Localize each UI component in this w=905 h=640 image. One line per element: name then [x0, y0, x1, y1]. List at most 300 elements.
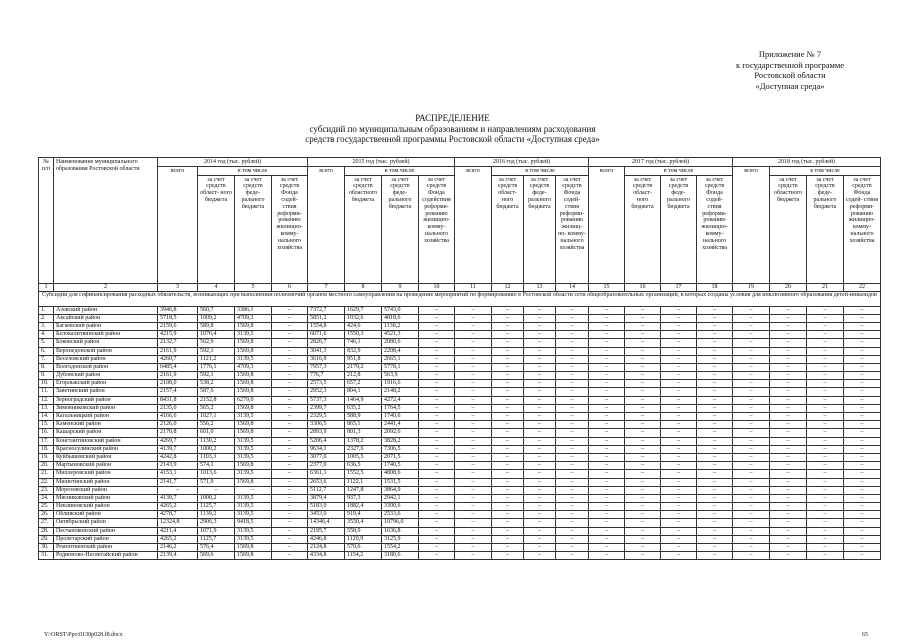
header-year-2014: 2014 год (тыс. рублей) [158, 158, 308, 167]
value-cell: 1569,8 [235, 462, 272, 470]
municipality-name: Заветинский район [54, 388, 158, 396]
value-cell: 3139,5 [235, 494, 272, 502]
column-number-row [39, 283, 881, 291]
dash-cell: – [697, 396, 733, 404]
value-cell: 4265,2 [158, 503, 198, 511]
dash-cell: – [625, 470, 661, 478]
dash-cell: – [770, 527, 807, 535]
value-cell: 4166,6 [158, 413, 198, 421]
dash-cell: – [492, 519, 524, 527]
dash-cell: – [697, 421, 733, 429]
value-cell: 1569,8 [235, 421, 272, 429]
table-row [39, 314, 881, 322]
value-cell: – [272, 339, 308, 347]
dash-cell: – [492, 437, 524, 445]
table-row [39, 372, 881, 380]
municipality-name: Волгодонской район [54, 363, 158, 371]
dash-cell: – [697, 527, 733, 535]
value-cell: 560,7 [198, 306, 235, 314]
value-cell: 1569,8 [235, 339, 272, 347]
municipality-name: Каменский район [54, 421, 158, 429]
value-cell: 3139,5 [235, 445, 272, 453]
value-cell: 3041,3 [308, 347, 345, 355]
value-cell: 6485,4 [158, 363, 198, 371]
dash-cell: – [524, 429, 556, 437]
column-number: 12 [492, 283, 524, 291]
value-cell: 3864,9 [382, 486, 419, 494]
row-number: 16. [39, 429, 54, 437]
dash-cell: – [807, 503, 844, 511]
value-cell: 592,1 [198, 347, 235, 355]
dash-cell: – [697, 306, 733, 314]
dash-cell: – [556, 322, 589, 330]
value-cell: 424,6 [345, 322, 382, 330]
dash-cell: – [697, 511, 733, 519]
header-sub-regional: за счет средств област- ного бюджета [198, 175, 235, 283]
dash-cell: – [556, 347, 589, 355]
dash-cell: – [455, 552, 492, 560]
value-cell: – [272, 544, 308, 552]
dash-cell: – [492, 413, 524, 421]
dash-cell: – [589, 380, 625, 388]
value-cell: – [272, 347, 308, 355]
value-cell: 5778,1 [382, 363, 419, 371]
header-total: всего [158, 166, 198, 283]
dash-cell: – [697, 486, 733, 494]
header-sub-fund: за счет средств Фонда содей- ствия реформи- рованию жилищно- комму- нального хозяйства [697, 175, 733, 283]
dash-cell: – [807, 470, 844, 478]
value-cell: 2159,6 [158, 322, 198, 330]
dash-cell: – [455, 421, 492, 429]
dash-cell: – [556, 486, 589, 494]
dash-cell: – [524, 511, 556, 519]
dash-cell: – [697, 314, 733, 322]
dash-cell: – [625, 535, 661, 543]
value-cell: 951,8 [345, 355, 382, 363]
value-cell: 2152,8 [198, 396, 235, 404]
dash-cell: – [733, 429, 770, 437]
footer-page-number: 65 [862, 632, 868, 638]
value-cell: 2942,1 [382, 494, 419, 502]
dash-cell: – [807, 331, 844, 339]
value-cell: 2124,8 [308, 544, 345, 552]
value-cell: 2665,1 [382, 355, 419, 363]
dash-cell: – [589, 503, 625, 511]
dash-cell: – [419, 478, 455, 486]
municipality-name: Октябрьский район [54, 519, 158, 527]
dash-cell: – [492, 470, 524, 478]
value-cell: 2441,4 [382, 421, 419, 429]
row-number: 6. [39, 347, 54, 355]
dash-cell: – [625, 429, 661, 437]
dash-cell: – [661, 552, 697, 560]
dash-cell: – [524, 519, 556, 527]
dash-cell: – [697, 404, 733, 412]
dash-cell: – [589, 519, 625, 527]
dash-cell: – [524, 470, 556, 478]
value-cell: 4215,9 [158, 331, 198, 339]
dash-cell: – [697, 445, 733, 453]
value-cell: 589,8 [198, 322, 235, 330]
dash-cell: – [661, 380, 697, 388]
dash-cell: – [556, 494, 589, 502]
column-number: 8 [345, 283, 382, 291]
value-cell: 1125,7 [198, 535, 235, 543]
dash-cell: – [733, 372, 770, 380]
dash-cell: – [733, 380, 770, 388]
dash-cell: – [697, 363, 733, 371]
table-row [39, 486, 881, 494]
column-number: 13 [524, 283, 556, 291]
dash-cell: – [807, 347, 844, 355]
dash-cell: – [625, 306, 661, 314]
value-cell: 1882,4 [345, 503, 382, 511]
dash-cell: – [492, 552, 524, 560]
column-number: 7 [308, 283, 345, 291]
value-cell: 9418,5 [235, 519, 272, 527]
value-cell: 4242,8 [158, 453, 198, 461]
dash-cell: – [492, 363, 524, 371]
dash-cell: – [733, 511, 770, 519]
dash-cell: – [807, 322, 844, 330]
dash-cell: – [556, 552, 589, 560]
dash-cell: – [697, 494, 733, 502]
appendix-line-2: к государственной программе [735, 59, 845, 70]
dash-cell: – [844, 355, 881, 363]
value-cell: 588,9 [345, 413, 382, 421]
value-cell: – [272, 511, 308, 519]
value-cell: 2135,0 [158, 404, 198, 412]
value-cell: 4139,7 [158, 494, 198, 502]
value-cell: 3453,0 [308, 511, 345, 519]
dash-cell: – [524, 462, 556, 470]
header-sub-federal: за счет средств феде- рального бюджета [524, 175, 556, 283]
header-sub-regional: за счет средств облаcт- ного бюджета [625, 175, 661, 283]
dash-cell: – [770, 306, 807, 314]
dash-cell: – [661, 363, 697, 371]
dash-cell: – [556, 544, 589, 552]
dash-cell: – [697, 339, 733, 347]
dash-cell: – [419, 503, 455, 511]
dash-cell: – [556, 339, 589, 347]
dash-cell: – [697, 453, 733, 461]
dash-cell: – [419, 331, 455, 339]
dash-cell: – [556, 470, 589, 478]
dash-cell: – [733, 470, 770, 478]
dash-cell: – [492, 453, 524, 461]
dash-cell: – [492, 478, 524, 486]
dash-cell: – [697, 380, 733, 388]
dash-cell: – [625, 314, 661, 322]
dash-cell: – [455, 478, 492, 486]
value-cell: – [272, 331, 308, 339]
value-cell: 1130,2 [198, 437, 235, 445]
value-cell: 3125,9 [382, 535, 419, 543]
dash-cell: – [492, 535, 524, 543]
row-number: 31. [39, 552, 54, 560]
value-cell: 212,8 [345, 372, 382, 380]
dash-cell: – [455, 511, 492, 519]
dash-cell: – [524, 355, 556, 363]
dash-cell: – [589, 453, 625, 461]
value-cell: 3139,5 [235, 535, 272, 543]
value-cell: 937,3 [345, 494, 382, 502]
row-number: 8. [39, 363, 54, 371]
table-row [39, 478, 881, 486]
value-cell: 592,1 [198, 372, 235, 380]
row-number: 29. [39, 535, 54, 543]
appendix-line-1: Приложение № 7 [758, 49, 822, 59]
dash-cell: – [589, 494, 625, 502]
municipality-name: Морозовский район [54, 486, 158, 494]
header-sub-federal: за счет средств феде- рального бюджета [235, 175, 272, 283]
value-cell: 601,0 [198, 429, 235, 437]
dash-cell: – [733, 331, 770, 339]
municipality-name: Верхнедонской район [54, 347, 158, 355]
dash-cell: – [524, 503, 556, 511]
value-cell: 6361,1 [308, 470, 345, 478]
dash-cell: – [455, 437, 492, 445]
dash-cell: – [589, 372, 625, 380]
dash-cell: – [556, 421, 589, 429]
dash-cell: – [661, 544, 697, 552]
value-cell: 1378,2 [345, 437, 382, 445]
value-cell: – [272, 462, 308, 470]
value-cell: – [272, 453, 308, 461]
value-cell: 1554,2 [382, 544, 419, 552]
dash-cell: – [625, 347, 661, 355]
header-year-2016: 2016 год (тыс. рублей) [455, 158, 589, 167]
dash-cell: – [419, 347, 455, 355]
dash-cell: – [661, 478, 697, 486]
value-cell: 1569,8 [235, 478, 272, 486]
value-cell: 4153,1 [158, 470, 198, 478]
value-cell: – [272, 519, 308, 527]
dash-cell: – [455, 355, 492, 363]
dash-cell: – [770, 478, 807, 486]
dash-cell: – [770, 331, 807, 339]
column-number: 21 [807, 283, 844, 291]
value-cell: 1139,2 [198, 511, 235, 519]
dash-cell: – [807, 453, 844, 461]
dash-cell: – [419, 306, 455, 314]
dash-cell: – [455, 404, 492, 412]
value-cell: 2157,4 [158, 388, 198, 396]
dash-cell: – [524, 380, 556, 388]
dash-cell: – [419, 552, 455, 560]
value-cell: 2329,5 [308, 413, 345, 421]
dash-cell: – [492, 486, 524, 494]
dash-cell: – [844, 322, 881, 330]
value-cell: – [198, 486, 235, 494]
dash-cell: – [661, 445, 697, 453]
value-cell: 574,1 [198, 462, 235, 470]
dash-cell: – [844, 437, 881, 445]
dash-cell: – [524, 421, 556, 429]
municipality-name: Кагальницкий район [54, 413, 158, 421]
dash-cell: – [492, 511, 524, 519]
dash-cell: – [492, 462, 524, 470]
header-total: всего [308, 166, 345, 283]
value-cell: 2208,4 [382, 347, 419, 355]
dash-cell: – [419, 470, 455, 478]
dash-cell: – [844, 421, 881, 429]
dash-cell: – [524, 372, 556, 380]
value-cell: 2126,0 [158, 421, 198, 429]
dash-cell: – [556, 404, 589, 412]
dash-cell: – [492, 527, 524, 535]
municipality-name: Родионово-Несветайский район [54, 552, 158, 560]
value-cell: 7957,3 [308, 363, 345, 371]
municipality-name: Егорлыкский район [54, 380, 158, 388]
dash-cell: – [524, 486, 556, 494]
dash-cell: – [419, 437, 455, 445]
column-number: 10 [419, 283, 455, 291]
dash-cell: – [455, 445, 492, 453]
table-row [39, 552, 881, 560]
value-cell: 2826,7 [308, 339, 345, 347]
value-cell: 4139,7 [158, 445, 198, 453]
dash-cell: – [625, 511, 661, 519]
dash-cell: – [807, 544, 844, 552]
dash-cell: – [770, 322, 807, 330]
dash-cell: – [625, 453, 661, 461]
column-number: 15 [589, 283, 625, 291]
dash-cell: – [492, 372, 524, 380]
dash-cell: – [770, 437, 807, 445]
value-cell: 1120,9 [345, 535, 382, 543]
dash-cell: – [524, 527, 556, 535]
dash-cell: – [770, 314, 807, 322]
dash-cell: – [419, 494, 455, 502]
dash-cell: – [625, 437, 661, 445]
header-sub-regional: за счет средств областного бюджета [770, 175, 807, 283]
appendix-line-3: Ростовской области [754, 70, 826, 80]
dash-cell: – [770, 339, 807, 347]
dash-cell: – [492, 339, 524, 347]
value-cell: – [272, 380, 308, 388]
dash-cell: – [844, 462, 881, 470]
dash-cell: – [697, 462, 733, 470]
dash-cell: – [524, 544, 556, 552]
dash-cell: – [844, 339, 881, 347]
value-cell: 1000,2 [198, 494, 235, 502]
column-number: 3 [158, 283, 198, 291]
municipality-name: Веселовский район [54, 355, 158, 363]
dash-cell: – [524, 314, 556, 322]
dash-cell: – [625, 404, 661, 412]
dash-cell: – [661, 331, 697, 339]
dash-cell: – [807, 372, 844, 380]
value-cell: 1569,8 [235, 404, 272, 412]
value-cell: 4709,3 [235, 314, 272, 322]
dash-cell: – [697, 470, 733, 478]
row-number: 23. [39, 486, 54, 494]
dash-cell: – [661, 535, 697, 543]
dash-cell: – [844, 544, 881, 552]
value-cell: 2952,3 [308, 388, 345, 396]
header-num: № п/п [39, 158, 54, 284]
dash-cell: – [697, 347, 733, 355]
column-number: 2 [54, 283, 158, 291]
table-row [39, 429, 881, 437]
dash-cell: – [807, 527, 844, 535]
value-cell: – [272, 429, 308, 437]
dash-cell: – [419, 380, 455, 388]
dash-cell: – [556, 306, 589, 314]
dash-cell: – [733, 306, 770, 314]
table-row [39, 331, 881, 339]
value-cell: 2139,4 [158, 552, 198, 560]
dash-cell: – [556, 372, 589, 380]
value-cell: 7306,5 [382, 445, 419, 453]
dash-cell: – [807, 363, 844, 371]
dash-cell: – [697, 535, 733, 543]
dash-cell: – [697, 429, 733, 437]
dash-cell: – [419, 486, 455, 494]
table-row [39, 380, 881, 388]
value-cell: 6071,6 [308, 331, 345, 339]
dash-cell: – [419, 322, 455, 330]
row-number: 5. [39, 339, 54, 347]
value-cell: 1076,4 [198, 331, 235, 339]
dash-cell: – [697, 372, 733, 380]
dash-cell: – [770, 544, 807, 552]
value-cell: 865,1 [345, 421, 382, 429]
title-line-2: субсидий по муниципальным образованиям и направлениям расходования [309, 123, 596, 134]
value-cell: 746,1 [345, 339, 382, 347]
dash-cell: – [661, 322, 697, 330]
row-number: 14. [39, 413, 54, 421]
dash-cell: – [589, 322, 625, 330]
value-cell: 4269,7 [158, 437, 198, 445]
dash-cell: – [556, 396, 589, 404]
value-cell: 2377,0 [308, 462, 345, 470]
header-total: всего [733, 166, 770, 283]
dash-cell: – [844, 380, 881, 388]
value-cell: 576,4 [198, 544, 235, 552]
dash-cell: – [770, 396, 807, 404]
dash-cell: – [770, 363, 807, 371]
dash-cell: – [556, 445, 589, 453]
value-cell: 3139,5 [235, 413, 272, 421]
table-row [39, 511, 881, 519]
header-year-2015: 2015 год (тыс. рублей) [308, 158, 455, 167]
dash-cell: – [844, 413, 881, 421]
header-sub-fund: за счет средств Фонда содей- ствия реформи- рованию жилищно- комму- нального хозяйства [844, 175, 881, 283]
dash-cell: – [807, 511, 844, 519]
dash-cell: – [589, 339, 625, 347]
dash-cell: – [625, 421, 661, 429]
header-sub-fund: за счет средств Фонда содействия реформи- рованию жилищно- комму- нального хозяйства [419, 175, 455, 283]
header-incl: в том числе [198, 166, 308, 175]
value-cell: 4278,7 [158, 511, 198, 519]
value-cell: 2906,3 [198, 519, 235, 527]
value-cell: 556,2 [198, 421, 235, 429]
dash-cell: – [492, 331, 524, 339]
dash-cell: – [807, 421, 844, 429]
dash-cell: – [733, 535, 770, 543]
dash-cell: – [419, 519, 455, 527]
row-number: 19. [39, 453, 54, 461]
row-number: 1. [39, 306, 54, 314]
dash-cell: – [524, 478, 556, 486]
value-cell: 2399,7 [308, 404, 345, 412]
value-cell: 558,9 [345, 527, 382, 535]
value-cell: 4709,3 [235, 363, 272, 371]
dash-cell: – [556, 519, 589, 527]
dash-cell: – [492, 388, 524, 396]
